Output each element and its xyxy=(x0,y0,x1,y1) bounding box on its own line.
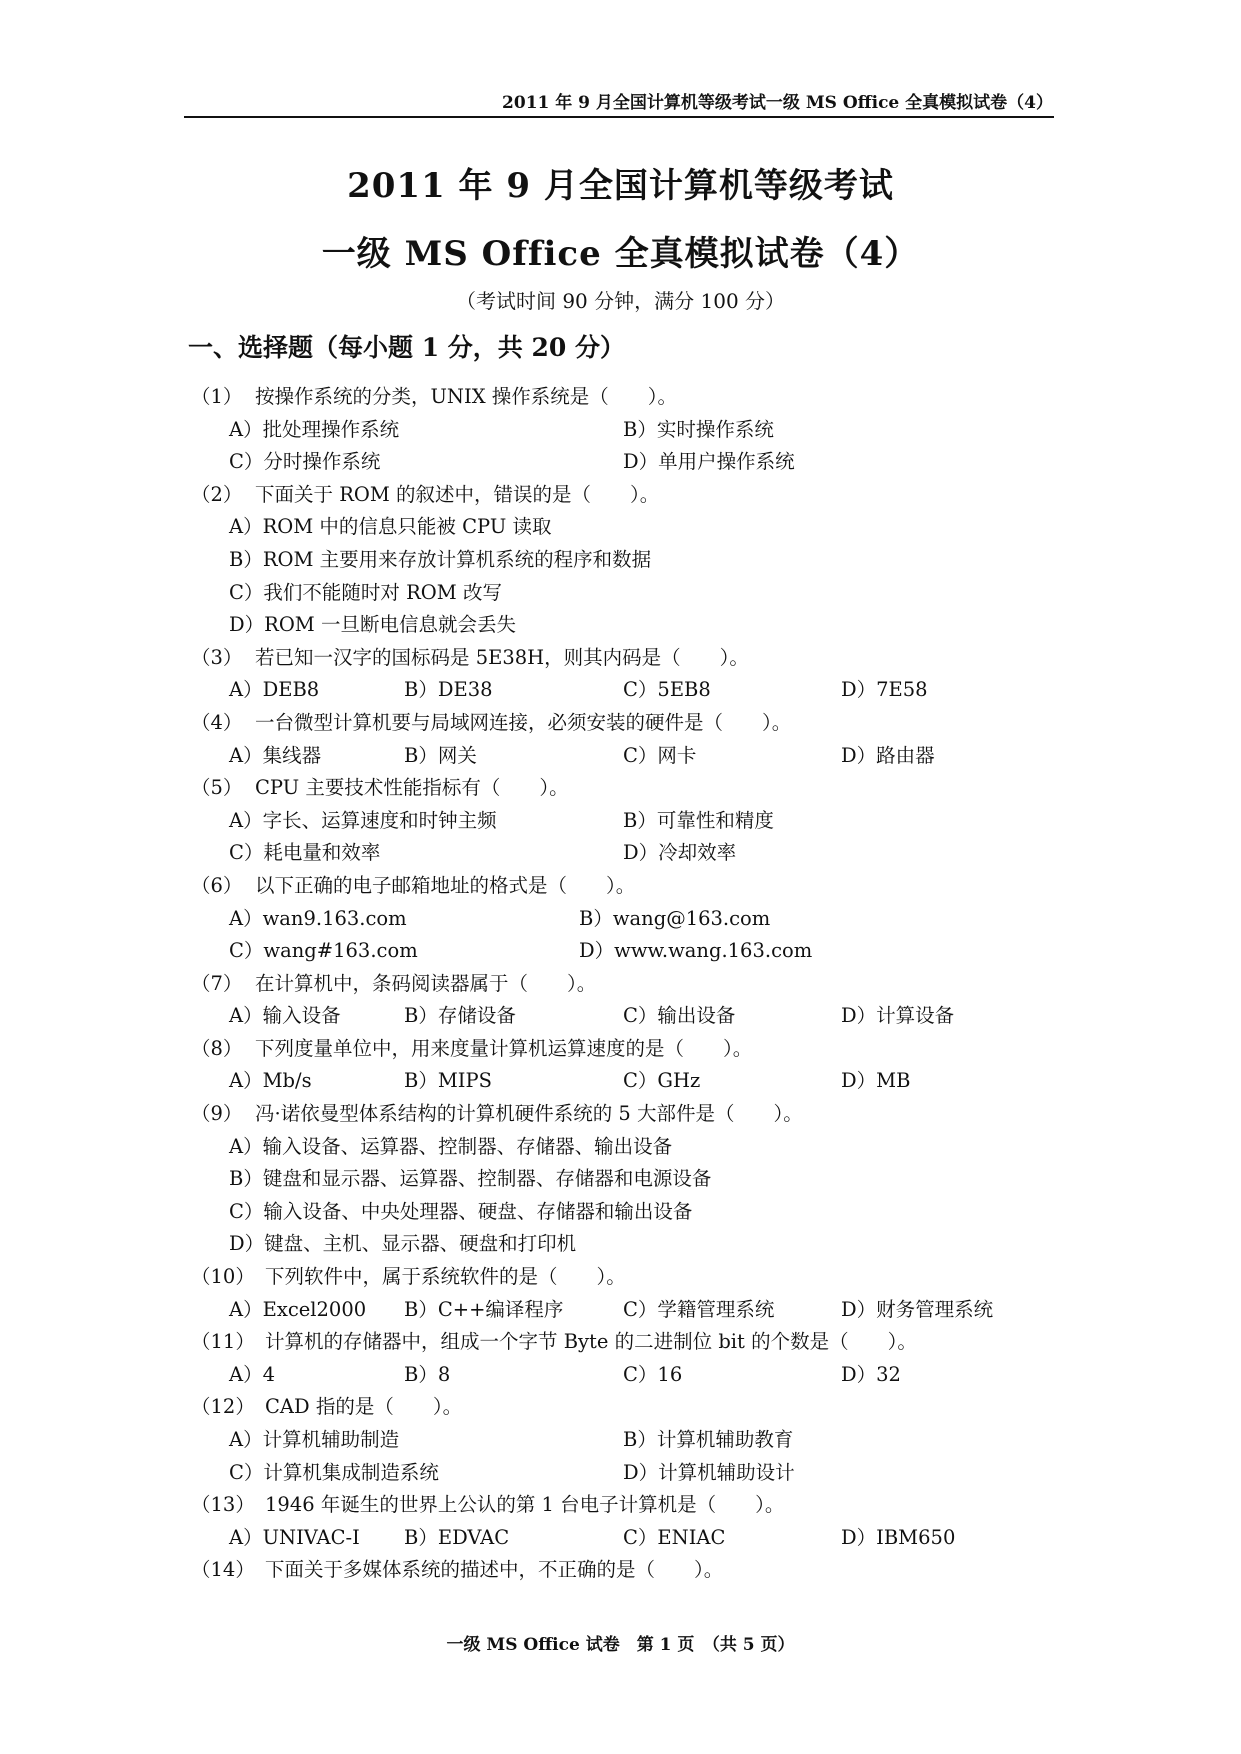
question-stem xyxy=(191,1554,1071,1587)
option-c: C）输入设备、中央处理器、硬盘、存储器和输出设备 xyxy=(229,1199,693,1223)
question-text: 1946 年诞生的世界上公认的第 1 台电子计算机是（ ）。 xyxy=(265,1493,785,1517)
question-text: 下列度量单位中，用来度量计算机运算速度的是（ ）。 xyxy=(255,1036,753,1060)
option-d: D）冷却效率 xyxy=(623,841,737,865)
option-row xyxy=(191,837,1071,870)
option-a: A）Mb/s xyxy=(229,1069,312,1093)
option-c: C）输出设备 xyxy=(623,1004,736,1028)
question-stem xyxy=(191,1033,1071,1066)
section-heading: 一、选择题（每小题 1 分，共 20 分） xyxy=(188,333,626,362)
option-b: B）DE38 xyxy=(404,678,493,702)
option-c: C）wang#163.com xyxy=(229,939,418,963)
option-row xyxy=(191,935,1071,968)
option-d: D）财务管理系统 xyxy=(841,1297,994,1321)
title-line-2: 一级 MS Office 全真模拟试卷（4） xyxy=(321,234,920,274)
option-row xyxy=(191,805,1071,838)
question-text: 在计算机中，条码阅读器属于（ ）。 xyxy=(255,971,597,995)
option-a: A）Excel2000 xyxy=(229,1297,367,1321)
option-d: D）计算设备 xyxy=(841,1004,955,1028)
option-c: C）5EB8 xyxy=(623,678,711,702)
option-b: B）wang@163.com xyxy=(579,906,771,930)
option-row xyxy=(191,1457,1071,1490)
option-b: B）ROM 主要用来存放计算机系统的程序和数据 xyxy=(229,547,652,571)
question-text: 下面关于 ROM 的叙述中，错误的是（ ）。 xyxy=(255,482,660,506)
option-row xyxy=(191,1294,1071,1327)
question-stem xyxy=(191,1098,1071,1131)
option-row xyxy=(191,1359,1071,1392)
option-b: B）键盘和显示器、运算器、控制器、存储器和电源设备 xyxy=(229,1167,712,1191)
option-b: B）实时操作系统 xyxy=(623,417,774,441)
option-a: A）批处理操作系统 xyxy=(229,417,400,441)
option-a: A）计算机辅助制造 xyxy=(229,1428,400,1451)
option-b: B）8 xyxy=(404,1362,451,1386)
option-row xyxy=(191,1065,1071,1098)
question-stem xyxy=(191,642,1071,675)
question-number: （1） xyxy=(191,385,243,408)
option-row xyxy=(191,903,1071,936)
option-d: D）MB xyxy=(841,1069,911,1093)
option-a: A）输入设备 xyxy=(229,1004,341,1028)
question-number: （11） xyxy=(191,1330,255,1354)
option-row xyxy=(191,446,1071,479)
option-b: B）计算机辅助教育 xyxy=(623,1428,794,1451)
option-d: D）IBM650 xyxy=(841,1525,956,1549)
option-a: A）4 xyxy=(229,1362,275,1386)
option-a: A）ROM 中的信息只能被 CPU 读取 xyxy=(229,515,552,539)
question-stem xyxy=(191,870,1071,903)
option-d: D）ROM 一旦断电信息就会丢失 xyxy=(229,613,516,637)
question-number: （10） xyxy=(191,1265,255,1289)
question-stem xyxy=(191,1391,1071,1424)
question-stem xyxy=(191,772,1071,805)
option-b: B）MIPS xyxy=(404,1069,492,1093)
option-c: C）学籍管理系统 xyxy=(623,1297,775,1321)
option-c: C）分时操作系统 xyxy=(229,450,381,474)
question-number: （8） xyxy=(191,1036,243,1060)
question-text: CAD 指的是（ ）。 xyxy=(265,1395,463,1419)
option-row xyxy=(191,1000,1071,1033)
question-text: 下面关于多媒体系统的描述中，不正确的是（ ）。 xyxy=(265,1558,724,1582)
question-number: （12） xyxy=(191,1395,255,1419)
question-stem xyxy=(191,1489,1071,1522)
page-footer: 一级 MS Office 试卷 第 1 页 （共 5 页） xyxy=(446,1635,795,1655)
option-d: D）路由器 xyxy=(841,743,935,767)
title-line-1: 2011 年 9 月全国计算机等级考试 xyxy=(347,166,894,206)
option-row xyxy=(191,674,1071,707)
question-number: （6） xyxy=(191,873,243,897)
exam-info: （考试时间 90 分钟，满分 100 分） xyxy=(455,289,786,313)
option-a: A）集线器 xyxy=(229,743,322,767)
question-text: 一台微型计算机要与局域网连接，必须安装的硬件是（ ）。 xyxy=(255,710,792,734)
question-stem xyxy=(191,707,1071,740)
question-text: 下列软件中，属于系统软件的是（ ）。 xyxy=(265,1265,626,1289)
option-row xyxy=(191,1424,1071,1457)
question-text: 以下正确的电子邮箱地址的格式是（ ）。 xyxy=(255,873,636,897)
question-text: 冯·诺依曼型体系结构的计算机硬件系统的 5 大部件是（ ）。 xyxy=(255,1102,803,1126)
option-d: D）键盘、主机、显示器、硬盘和打印机 xyxy=(229,1232,577,1256)
question-number: （5） xyxy=(191,776,243,800)
option-d: D）32 xyxy=(841,1362,901,1386)
question-stem xyxy=(191,968,1071,1001)
question-list xyxy=(191,381,1071,1587)
option-row xyxy=(191,740,1071,773)
option-d: D）计算机辅助设计 xyxy=(623,1460,795,1484)
option-b: B）EDVAC xyxy=(404,1525,510,1549)
question-text: CPU 主要技术性能指标有（ ）。 xyxy=(255,776,569,800)
question-stem xyxy=(191,1326,1071,1359)
option-a: A）输入设备、运算器、控制器、存储器、输出设备 xyxy=(229,1134,673,1158)
option-c: C）计算机集成制造系统 xyxy=(229,1460,439,1484)
question-stem xyxy=(191,479,1071,512)
question-number: （13） xyxy=(191,1493,255,1517)
question-text: 按操作系统的分类，UNIX 操作系统是（ ）。 xyxy=(255,385,678,408)
question-number: （2） xyxy=(191,482,243,506)
option-a: A）DEB8 xyxy=(229,678,320,702)
option-b: B）C++编译程序 xyxy=(404,1297,564,1321)
question-number: （3） xyxy=(191,645,243,669)
option-a: A）wan9.163.com xyxy=(229,906,407,930)
question-text: 若已知一汉字的国标码是 5E38H，则其内码是（ ）。 xyxy=(255,645,749,669)
option-d: D）www.wang.163.com xyxy=(579,939,813,963)
option-d: D）单用户操作系统 xyxy=(623,450,795,474)
option-row xyxy=(191,1522,1071,1555)
option-b: B）网关 xyxy=(404,743,477,767)
question-stem xyxy=(191,1261,1071,1294)
option-c: C）我们不能随时对 ROM 改写 xyxy=(229,580,502,604)
header-rule xyxy=(184,116,1054,118)
question-number: （9） xyxy=(191,1102,243,1126)
question-text: 计算机的存储器中，组成一个字节 Byte 的二进制位 bit 的个数是（ ）。 xyxy=(265,1330,917,1354)
option-c: C）ENIAC xyxy=(623,1525,726,1549)
option-b: B）存储设备 xyxy=(404,1004,516,1028)
question-number: （14） xyxy=(191,1558,255,1582)
running-header: 2011 年 9 月全国计算机等级考试一级 MS Office 全真模拟试卷（4） xyxy=(502,93,1053,113)
option-a: A）UNIVAC-I xyxy=(229,1525,360,1549)
option-c: C）GHz xyxy=(623,1069,701,1093)
option-row xyxy=(191,414,1071,447)
option-a: A）字长、运算速度和时钟主频 xyxy=(229,808,497,832)
option-b: B）可靠性和精度 xyxy=(623,808,774,832)
question-number: （4） xyxy=(191,710,243,734)
option-c: C）耗电量和效率 xyxy=(229,841,381,865)
question-number: （7） xyxy=(191,971,243,995)
option-d: D）7E58 xyxy=(841,678,928,702)
option-c: C）网卡 xyxy=(623,743,697,767)
question-stem xyxy=(191,381,1071,414)
option-c: C）16 xyxy=(623,1362,683,1386)
